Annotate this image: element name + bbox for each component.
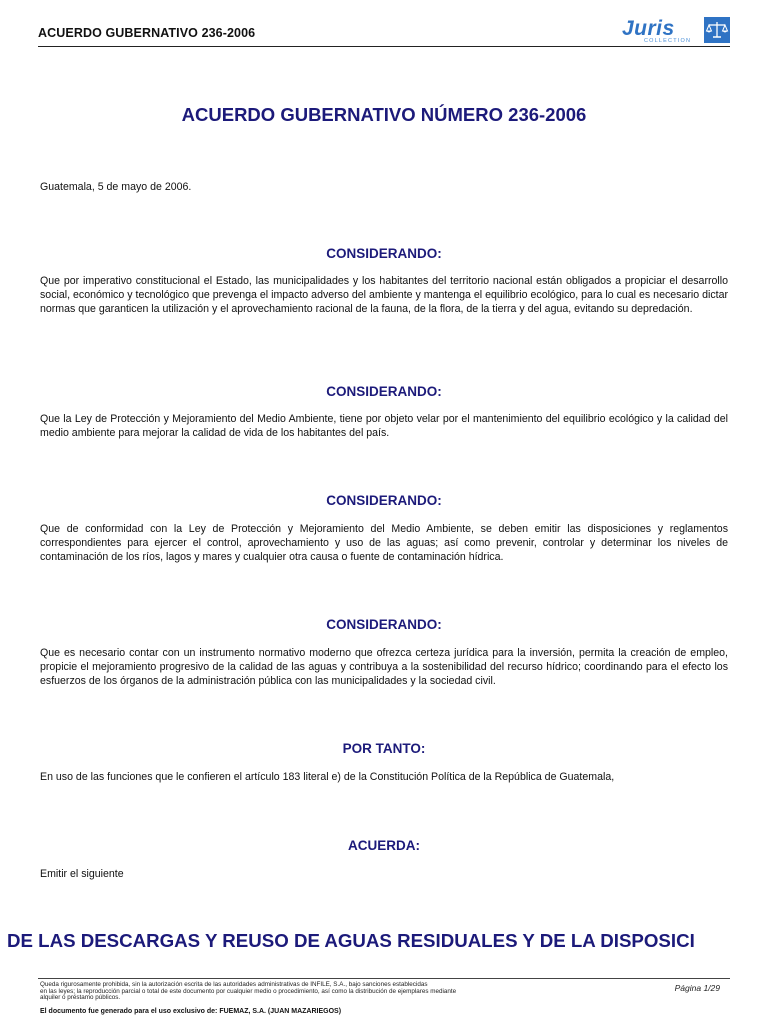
acuerda-heading: ACUERDA:	[348, 838, 420, 853]
footer-notice-line: en las leyes; la reproducción parcial o total de este documento por cualquier medio o procedimiento, así como la distribución de ejemplares mediante	[40, 987, 457, 995]
page-header	[38, 17, 730, 47]
por-tanto-text: En uso de las funciones que le confieren el artículo 183 literal e) de la Constitución Política de la República de Guatemala,	[40, 771, 615, 783]
regulation-title: DE LAS DESCARGAS Y REUSO DE AGUAS RESIDUALES Y DE LA DISPOSICI	[7, 930, 695, 951]
footer-user-line: El documento fue generado para el uso exclusivo de: FUEMAZ, S.A. (JUAN MAZARIEGOS)	[40, 1008, 342, 1015]
juris-logo	[622, 17, 730, 47]
footer-notice-line: alquiler o préstamo públicos.	[40, 994, 121, 1001]
considerando-heading-2: CONSIDERANDO:	[326, 384, 442, 399]
footer-divider	[38, 978, 730, 979]
acuerda-text: Emitir el siguiente	[40, 868, 124, 880]
logo-wordmark: Juris	[622, 17, 675, 40]
considerando-text-4: Que es necesario contar con un instrumento normativo moderno que ofrezca certeza jurídica para la inversión, permita la creación de empleo, propicie el mejoramiento progresivo de la calidad de las aguas y contribuya a la sostenibilidad del recurso hídrico; coordinando para el efecto los esfuerzos de los órganos de la administración pública con las municipalidades y la sociedad civil.	[40, 647, 728, 687]
footer-notice	[40, 982, 610, 1002]
logo-subtitle: COLLECTION	[644, 38, 692, 44]
por-tanto-heading: POR TANTO:	[342, 741, 426, 756]
considerando-heading-3: CONSIDERANDO:	[326, 493, 442, 508]
page-number: Página 1/29	[674, 983, 720, 993]
considerando-heading-1: CONSIDERANDO:	[326, 246, 442, 261]
considerando-text-2: Que la Ley de Protección y Mejoramiento del Medio Ambiente, tiene por objeto velar por el mantenimiento del equilibrio ecológico y la calidad del medio ambiente para mejorar la calidad de vida de los habitantes del país.	[40, 413, 728, 439]
considerando-text-3: Que de conformidad con la Ley de Protección y Mejoramiento del Medio Ambiente, se deben emitir las disposiciones y reglamentos correspondientes para ejercer el control, aprovechamiento y uso de las aguas; así como prevenir, controlar y determinar los niveles de contaminación de los ríos, lagos y mares y cualquier otra causa o fuente de contaminación hídrica.	[40, 523, 728, 563]
considerando-text-1: Que por imperativo constitucional el Estado, las municipalidades y los habitantes del territorio nacional están obligados a propiciar el desarrollo social, económico y tecnológico que prevenga el impacto adverso del ambiente y mantenga el equilibrio ecológico, para lo cual es necesario dictar normas que garanticen la utilización y el aprovechamiento racional de la fauna, de la flora, de la tierra y del agua, evitando su depredación.	[40, 275, 728, 315]
date-line: Guatemala, 5 de mayo de 2006.	[40, 181, 192, 193]
header-title: ACUERDO GUBERNATIVO 236-2006	[38, 26, 256, 40]
scales-of-justice-icon	[704, 17, 730, 43]
considerando-heading-4: CONSIDERANDO:	[326, 617, 442, 632]
document-title: ACUERDO GUBERNATIVO NÚMERO 236-2006	[181, 104, 587, 125]
footer-notice-line: Queda rigurosamente prohibida, sin la autorización escrita de las autoridades administrativas de INFILE, S.A., bajo sanciones establecidas	[40, 981, 428, 988]
